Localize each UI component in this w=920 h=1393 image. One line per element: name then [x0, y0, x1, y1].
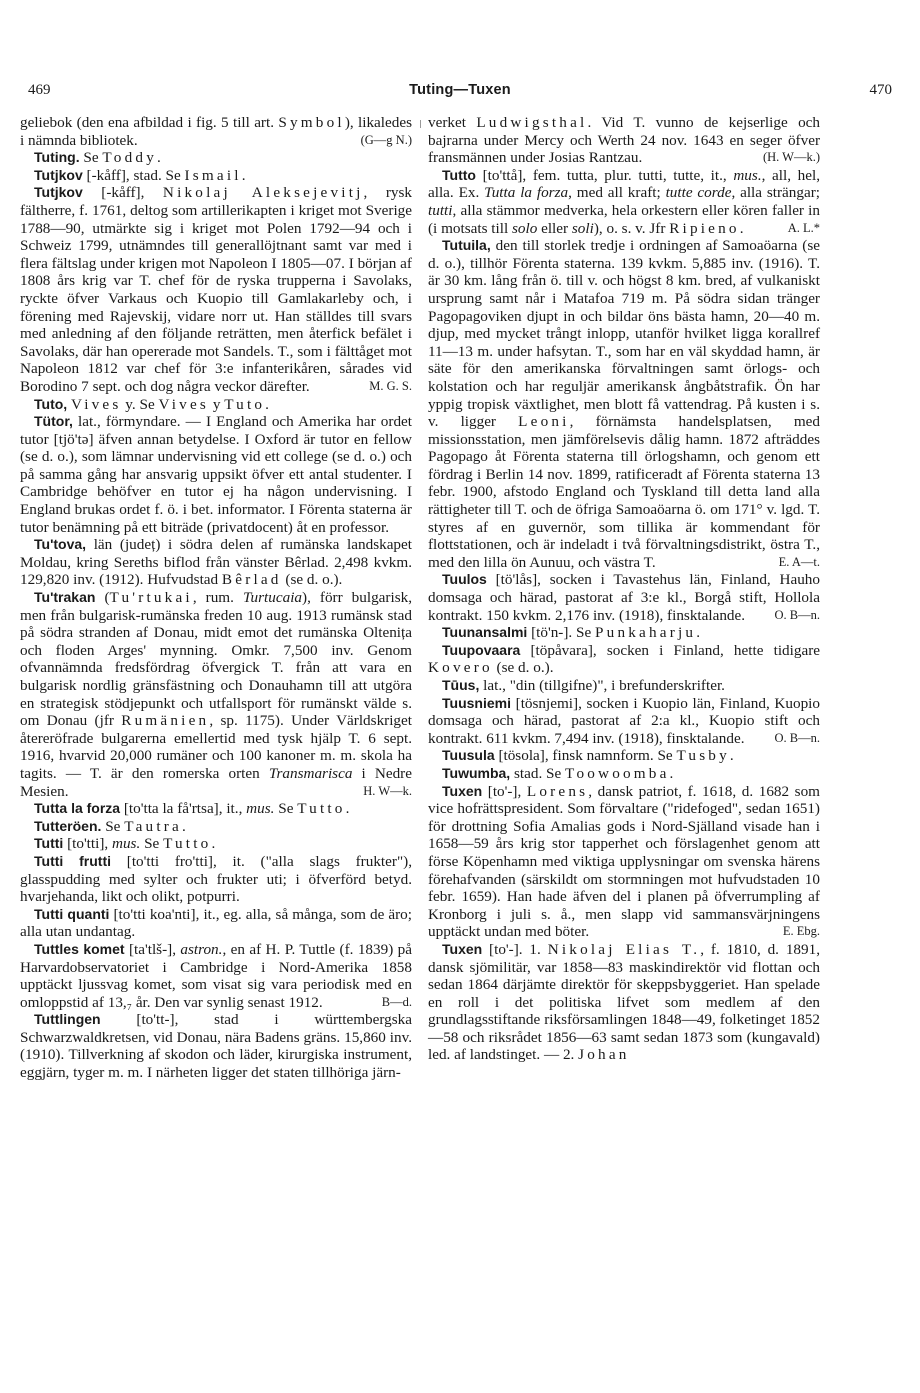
entry-tuttles-komet: Tuttles komet [ta'tlš-], astron., en af H. P. Tuttle (f. 1839) på Harvardobservatoriet i Cambridge i Nord-Amerika 1858 upptäckt ljussvag komet, som visat sig vara periodisk med en omloppstid af 13,₇ år. Den var synlig senast 1912. B—d.	[20, 940, 412, 1011]
author-signature: (H. W—k.)	[762, 150, 820, 165]
entry-tuulos: Tuulos [tö'lås], socken i Tavastehus län, Finland, Hauho domsaga och härad, pastorat af 3:e kl., Borgå stift, Hollola kontrakt. 150 kvkm. 2,176 inv. (1918), finsktalande. O. B—n.	[428, 571, 820, 624]
headword: Tuttlingen	[34, 1011, 101, 1028]
left-column	[20, 114, 412, 1082]
entry-tutuila: Tutuila, den till storlek tredje i ordningen af Samoaöarna (se d. o.), tillhör Förenta staterna. 139 kvkm. 5,885 inv. (1916). T. är 30 km. lång från ö. till v. och högst 8 km. bred, af vulkaniskt ursprung samt når i Matafoa 719 m. På södra sidan tränger Pagopagoviken djupt in och bildar öns bästa hamn, 20—40 m. djup, med mycket trångt inlopp, utanför hvilket ligga korallref 11—13 m. under hafsytan. T., som har en väl skyddad hamn, är säte för den amerikanska förvaltningen samt örlogs- och kolstation och har reguljär amerikansk ångbåtstrafik. Ön har yppig tropisk växtlighet, men blott få vattendrag. På kusten i s. v. ligger Leoni, förnämsta handelsplatsen, med missionsstation, men jämförelsevis dålig hamn. 1872 afträddes Pagopago åt Förenta staterna till örlogshamn, och genom ett fördrag i Berlin 14 nov. 1899, ratificeradt af Förenta staterna 13 febr. 1900, afstodo England och Tyskland till detta land alla rättigheter till T. och de öfriga Samoaöarna ö. om 171° v. lgd. T. styres af en guvernör, som tillika är kommendant för flottstationen, och är indeladt i två förvaltningsdistrikt, östra T., med den lilla ön Aunuu, och västra T. E. A—t.	[428, 237, 820, 571]
entry-tuusniemi: Tuusniemi [tösnjemi], socken i Kuopio län, Finland, Kuopio domsaga och härad, pastorat af 2:a kl., Kuopio stift och kontrakt. 611 kvkm. 7,494 inv. (1918), finsktalande. O. B—n.	[428, 694, 820, 747]
author-signature: A. L.*	[787, 220, 820, 235]
author-signature: E. A—t.	[778, 554, 820, 569]
entry-tutti-frutti: Tutti frutti [to'tti fro'tti], it. ("alla slags frukter"), glasspudding med sylter och frukter uti; i öfverförd betyd. hvarjehanda, likt och olikt, potpurri.	[20, 852, 412, 906]
headword: Tutti frutti	[34, 852, 112, 869]
entry-continuation: geliebok (den ena afbildad i fig. 5 till art. Symbol), likaledes i nämnda bibliotek. (G—g N.)	[20, 114, 412, 149]
headword: Tuwumba,	[442, 764, 511, 781]
headword: Tu'tova,	[34, 536, 87, 553]
page-number-left: 469	[28, 82, 51, 98]
headword: Tuupovaara	[442, 641, 521, 658]
headword: Tu'trakan	[34, 589, 96, 606]
author-signature: (G—g N.)	[360, 132, 412, 147]
entry-tutta-la-forza: Tutta la forza [to'tta la få'rtsa], it., mus. Se Tutto.	[34, 800, 350, 818]
entry-tuto: Tuto, Vives y. Se Vives y Tuto.	[34, 395, 269, 413]
entry-tuwumba: Tuwumba, stad. Se Toowoomba.	[442, 764, 674, 782]
headword: Tutti	[34, 835, 64, 852]
entry-tuting: Tuting. Se Toddy.	[34, 149, 161, 167]
headword: Tuting.	[34, 149, 80, 166]
entry-tuus: Tūus, lat., "din (tillgifne)", i brefunderskrifter.	[442, 677, 725, 694]
author-signature: M. G. S.	[369, 378, 412, 393]
entry-tutor: Tütor, lat., förmyndare. — I England och Amerika har ordet tutor [tjö'tə] äfven annan betydelse. I Oxford är tutor en fellow (se d. o.), som lämnar undervisning vid ett college (se d. o.) och på samma gång har ansvarig uppsikt öfver ett antal studenter. I Cambridge behöfver en tutor ej ha någon undervisning. I England brukas ordet f. ö. i bet. informator. I Förenta staterna är tutor benämning på ett biträde (privatdocent) åt en professor.	[20, 413, 412, 536]
headword: Tuxen	[442, 940, 483, 957]
entry-tutteroen: Tutteröen. Se Tautra.	[34, 817, 186, 835]
headword: Tutto	[442, 166, 476, 183]
headword: Tutti quanti	[34, 905, 110, 922]
headword: Tutjkov	[34, 184, 83, 201]
headword: Tutjkov	[34, 166, 83, 183]
headword: Tuto,	[34, 395, 68, 412]
headword: Tuusniemi	[442, 694, 511, 711]
author-signature: E. Ebg.	[782, 924, 820, 939]
entry-tutova: Tu'tova, län (județ) i södra delen af rumänska landskapet Moldau, kring Sereths biflod från vänster Bêrlad. 2,498 kvkm. 129,820 inv. (1912). Hufvudstad Bêrlad (se d. o.).	[20, 536, 412, 589]
headword: Tütor,	[34, 413, 73, 430]
headword: Tuxen	[442, 782, 483, 799]
entry-continuation: verket Ludwigsthal. Vid T. vunno de kejserlige och bajrarna under Mercy och Werth 24 nov. 1643 en seger öfver fransmännen under Josias Rantzau. (H. W—k.)	[428, 114, 820, 167]
entry-tuttlingen: Tuttlingen [to'tt-], stad i württembergska Schwarzwaldkretsen, vid Donau, nära Badens gräns. 15,860 inv. (1910). Tillverkning af skodon och läder, kirurgiska instrument, eggjärn, tyger m. m. I närheten ligger det staten tillhöriga järn-	[20, 1011, 412, 1082]
headword: Tuunansalmi	[442, 624, 528, 641]
headword: Tuttles komet	[34, 940, 125, 957]
headword: Tuusula	[442, 747, 495, 764]
entry-tutjkov-person: Tutjkov [-kåff], Nikolaj Aleksejevitj, rysk fältherre, f. 1761, deltog som artillerikapten i kriget mot Sverige 1788—90, utmärkte sig i kriget mot Polen 1792—94 och i Schweiz 1799, utnämndes till generallöjtnant samt var med i flera fältslag under krigen mot Napoleon I 1805—07. I början af 1808 års krig var T. chef för de ryska trupperna i Savolaks, ryckte öfver Varkaus och Kuopio till Gamlakarleby och, i förening med Rajevskij, vidare norr ut. Han ställdes till svars med anledning af den följande reträtten, men återfick befälet i Savolaks, där han opererade mot Sandels. T., som i fälttåget mot Napoleon 1812 var chef för 3:e infanterikåren, sårades vid Borodino 7 sept. och dog några veckor därefter. M. G. S.	[20, 184, 413, 395]
page-header	[28, 82, 892, 104]
author-signature: O. B—n.	[774, 607, 820, 622]
entry-tuxen-nikolaj: Tuxen [to'-]. 1. Nikolaj Elias T., f. 1810, d. 1891, dansk sjömilitär, var 1858—83 maskindirektör vid flottan och sedan 1864 därjämte direktör för skeppsbyggeriet. Han spelade en roll i det politiska lifvet som medlem af den grundlagsstiftande riksförsamlingen 1848—49, folketinget 1852—58 och riksrådet 1856—63 samt sedan 1873 som (kungavald) led. af landstinget. — 2. Johan	[428, 940, 821, 1064]
entry-tutrakan: Tu'trakan (Tu'rtukai, rum. Turtucaia), förr bulgarisk, men från bulgarisk-rumänska freden 10 aug. 1913 rumänsk stad på södra stranden af Donau, midt emot det rumänska Oltenița och floden Arges' mynning. Omkr. 7,500 inv. Genom ofvannämnda fredsfördrag öfvergick T. från att vara en bulgarisk nordlig gränsfästning och Donauhamn till att utgöra en strategisk stödjepunkt och utfallsport för rumänskt välde s. om Donau (jfr Rumänien, sp. 1175). Under Världskriget återeröfrade bulgarerna emellertid med tysk hjälp T. 6 sept. 1916, hvarvid 20,000 rumäner och 100 kanoner m. m. skola ha tagits. — T. är den romerska orten Transmarisca i Nedre Mesien. H. W—k.	[20, 589, 413, 800]
entry-tutto: Tutto [to'ttå], fem. tutta, plur. tutti, tutte, it., mus., all, hel, alla. Ex. Tutta la forza, med all kraft; tutte corde, alla strängar; tutti, alla stämmor medverka, hela orkestern eller kören faller in (i motsats till solo eller soli), o. s. v. Jfr Ripieno. A. L.*	[428, 166, 821, 237]
headword: Tūus,	[442, 677, 480, 693]
author-signature: O. B—n.	[774, 730, 820, 745]
entry-tutjkov-stad: Tutjkov [-kåff], stad. Se Ismail.	[34, 166, 246, 184]
entry-tuupovaara: Tuupovaara [töpåvara], socken i Finland, hette tidigare Kovero (se d. o.).	[428, 641, 820, 677]
entry-tuusula: Tuusula [tösola], finsk namnform. Se Tusby.	[442, 747, 734, 765]
entry-tuxen-lorens: Tuxen [to'-], Lorens, dansk patriot, f. 1618, d. 1682 som vice hofrättspresident. Som förvaltare ("ridefoged", sedan 1651) för drottning Sofia Amalias gods i Nord-Själland visade han i 1658—59 års krig stor tapperhet och förslagenhet genom att förse Köpenhamn med viktiga upplysningar om svenska härens förehafvanden (särskildt om stormningen mot hufvudstaden 10 febr. 1659). Han hade äfven del i planen på öfverrumpling af Kronborg i juli s. å., men slapp vid sammansvärjningens upptäckt undan med böter. E. Ebg.	[428, 782, 820, 941]
page-number-right: 470	[869, 82, 892, 98]
right-column	[428, 114, 820, 1064]
entry-tuunansalmi: Tuunansalmi [tö'n-]. Se Punkaharju.	[442, 624, 700, 642]
author-signature: B—d.	[381, 994, 412, 1009]
entry-tutti: Tutti [to'tti], mus. Se Tutto.	[34, 835, 216, 853]
headword: Tutteröen.	[34, 817, 102, 834]
headword: Tutta la forza	[34, 800, 121, 817]
headword: Tutuila,	[442, 237, 491, 254]
column-divider	[420, 120, 421, 128]
author-signature: H. W—k.	[363, 783, 412, 798]
entry-tutti-quanti: Tutti quanti [to'tti koa'nti], it., eg. alla, så många, som de äro; alla utan undantag.	[20, 905, 412, 941]
headword: Tuulos	[442, 571, 487, 588]
running-title: Tuting—Tuxen	[409, 82, 511, 98]
